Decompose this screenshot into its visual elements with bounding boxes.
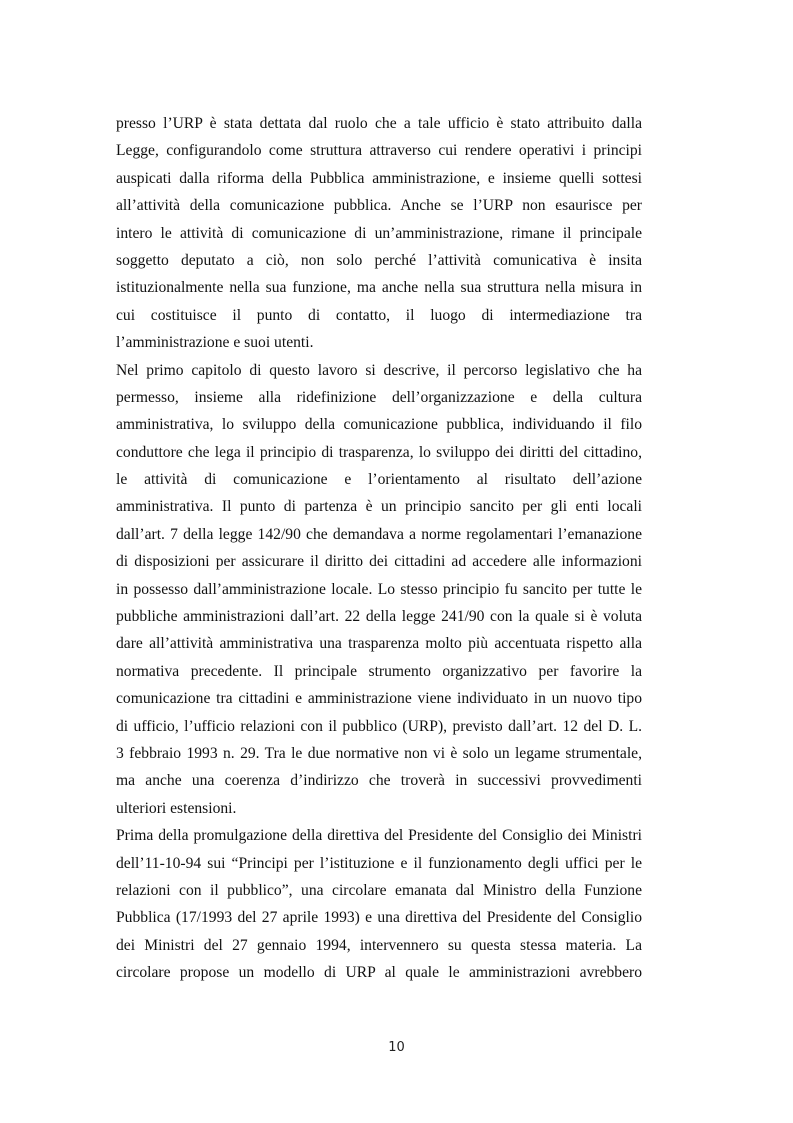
text-line: Nel primo capitolo di questo lavoro si descrive, il percorso legislativo che ha bbox=[116, 361, 642, 379]
text-line: dei Ministri del 27 gennaio 1994, intervennero su questa stessa materia. La bbox=[116, 936, 642, 954]
text-line: Legge, configurandolo come struttura attraverso cui rendere operativi i principi bbox=[116, 142, 642, 160]
text-line: cui costituisce il punto di contatto, il luogo di intermediazione tra bbox=[116, 306, 642, 324]
text-line: in possesso dall’amministrazione locale. Lo stesso principio fu sancito per tutte le bbox=[116, 580, 642, 598]
page-number: 10 bbox=[388, 1040, 405, 1055]
body-text bbox=[116, 110, 642, 987]
text-line: presso l’URP è stata dettata dal ruolo che a tale ufficio è stato attribuito dalla bbox=[116, 115, 642, 132]
text-line: ulteriori estensioni. bbox=[116, 799, 237, 817]
text-line: istituzionalmente nella sua funzione, ma anche nella sua struttura nella misura in bbox=[116, 279, 642, 297]
text-line: conduttore che lega il principio di trasparenza, lo sviluppo dei diritti del cittadino, bbox=[116, 443, 642, 461]
text-line: dell’11-10-94 sui “Principi per l’istituzione e il funzionamento degli uffici per le bbox=[116, 854, 642, 872]
text-line: pubbliche amministrazioni dall’art. 22 della legge 241/90 con la quale si è voluta bbox=[116, 608, 642, 626]
text-line: di disposizioni per assicurare il diritto dei cittadini ad accedere alle informazioni bbox=[116, 553, 642, 571]
text-line: dall’art. 7 della legge 142/90 che demandava a norme regolamentari l’emanazione bbox=[116, 525, 642, 543]
text-line: all’attività della comunicazione pubblica. Anche se l’URP non esaurisce per bbox=[116, 197, 642, 215]
text-line: dare all’attività amministrativa una trasparenza molto più accentuata rispetto alla bbox=[116, 635, 642, 653]
text-line: amministrativa, lo sviluppo della comunicazione pubblica, individuando il filo bbox=[116, 416, 642, 434]
text-line: le attività di comunicazione e l’orientamento al risultato dell’azione bbox=[116, 471, 642, 489]
text-line: soggetto deputato a ciò, non solo perché l’attività comunicativa è insita bbox=[116, 251, 642, 269]
text-line: auspicati dalla riforma della Pubblica amministrazione, e insieme quelli sottesi bbox=[116, 169, 642, 187]
text-line: amministrativa. Il punto di partenza è un principio sancito per gli enti locali bbox=[116, 498, 642, 516]
text-line: circolare propose un modello di URP al quale le amministrazioni avrebbero bbox=[116, 964, 642, 982]
text-line: permesso, insieme alla ridefinizione dell’organizzazione e della cultura bbox=[116, 388, 642, 406]
text-line: intero le attività di comunicazione di un’amministrazione, rimane il principale bbox=[116, 224, 642, 242]
text-line: l’amministrazione e suoi utenti. bbox=[116, 334, 314, 352]
text-line: 3 febbraio 1993 n. 29. Tra le due normative non vi è solo un legame strumentale, bbox=[116, 744, 642, 762]
text-line: comunicazione tra cittadini e amministrazione viene individuato in un nuovo tipo bbox=[116, 690, 642, 708]
text-line: Prima della promulgazione della direttiva del Presidente del Consiglio dei Ministri bbox=[116, 827, 642, 845]
text-line: normativa precedente. Il principale strumento organizzativo per favorire la bbox=[116, 662, 642, 680]
text-line: Pubblica (17/1993 del 27 aprile 1993) e una direttiva del Presidente del Consiglio bbox=[116, 909, 642, 927]
text-line: relazioni con il pubblico”, una circolare emanata dal Ministro della Funzione bbox=[116, 881, 642, 899]
text-line: di ufficio, l’ufficio relazioni con il pubblico (URP), previsto dall’art. 12 del D. L. bbox=[116, 717, 642, 735]
text-line: ma anche una coerenza d’indirizzo che troverà in successivi provvedimenti bbox=[116, 772, 642, 790]
